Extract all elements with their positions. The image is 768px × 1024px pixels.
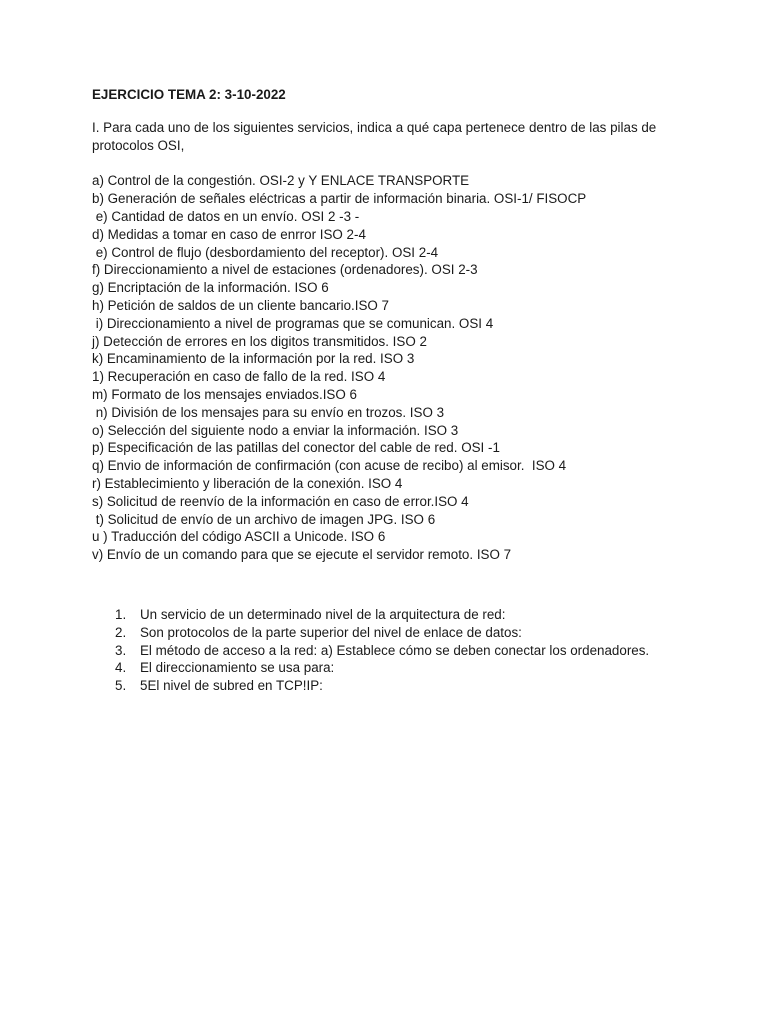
list-item: r) Establecimiento y liberación de la conexión. ISO 4 — [92, 475, 403, 491]
item-number: 4. — [115, 660, 127, 676]
item-text: Son protocolos de la parte superior del nivel de enlace de datos: — [140, 624, 522, 640]
list-item: h) Petición de saldos de un cliente bancario.ISO 7 — [92, 297, 390, 313]
list-item: j) Detección de errores en los digitos transmitidos. ISO 2 — [92, 333, 427, 349]
list-item: a) Control de la congestión. OSI-2 y Y ENLACE TRANSPORTE — [92, 173, 470, 189]
list-item: e) Cantidad de datos en un envío. OSI 2 -3 - — [92, 208, 360, 224]
list-item: n) División de los mensajes para su envío en trozos. ISO 3 — [92, 404, 445, 420]
numbered-item — [92, 642, 692, 660]
list-item: u ) Traducción del código ASCII a Unicode. ISO 6 — [92, 529, 386, 545]
numbered-item — [92, 624, 692, 642]
list-item: s) Solicitud de reenvío de la información en caso de error.ISO 4 — [92, 493, 469, 509]
numbered-list — [92, 606, 692, 695]
item-number: 5. — [115, 678, 127, 694]
intro-paragraph: I. Para cada uno de los siguientes servicios, indica a qué capa pertenece dentro de las pilas de protocolos OSI, — [92, 119, 657, 153]
item-number: 2. — [115, 624, 127, 640]
numbered-item — [92, 606, 692, 624]
numbered-item — [92, 659, 692, 677]
list-item: o) Selección del siguiente nodo a enviar la información. ISO 3 — [92, 422, 459, 438]
document-content — [92, 86, 692, 695]
list-item: 1) Recuperación en caso de fallo de la red. ISO 4 — [92, 369, 386, 385]
list-item: q) Envio de información de confirmación (con acuse de recibo) al emisor. ISO 4 — [92, 458, 567, 474]
list-item: k) Encaminamiento de la información por la red. ISO 3 — [92, 351, 415, 367]
document-title: EJERCICIO TEMA 2: 3-10-2022 — [92, 87, 286, 102]
list-item: b) Generación de señales eléctricas a partir de información binaria. OSI-1/ FISOCP — [92, 191, 587, 207]
item-text: 5El nivel de subred en TCP!IP: — [140, 678, 323, 694]
numbered-item — [92, 677, 692, 695]
list-item: v) Envío de un comando para que se ejecute el servidor remoto. ISO 7 — [92, 547, 512, 563]
list-item: i) Direccionamiento a nivel de programas que se comunican. OSI 4 — [92, 315, 494, 331]
item-number: 1. — [115, 606, 127, 622]
services-list — [92, 172, 692, 564]
list-item: d) Medidas a tomar en caso de enrror ISO 2-4 — [92, 226, 366, 242]
list-item: f) Direccionamiento a nivel de estaciones (ordenadores). OSI 2-3 — [92, 262, 478, 278]
list-item: m) Formato de los mensajes enviados.ISO 6 — [92, 386, 357, 402]
list-item: g) Encriptación de la información. ISO 6 — [92, 280, 329, 296]
list-item: e) Control de flujo (desbordamiento del receptor). OSI 2-4 — [92, 244, 439, 260]
item-text: El direccionamiento se usa para: — [140, 660, 335, 676]
list-item: t) Solicitud de envío de un archivo de imagen JPG. ISO 6 — [92, 511, 436, 527]
item-text: El método de acceso a la red: a) Establece cómo se deben conectar los ordenadores. — [140, 642, 650, 658]
list-item: p) Especificación de las patillas del conector del cable de red. OSI -1 — [92, 440, 500, 456]
item-text: Un servicio de un determinado nivel de la arquitectura de red: — [140, 606, 506, 622]
item-number: 3. — [115, 642, 127, 658]
